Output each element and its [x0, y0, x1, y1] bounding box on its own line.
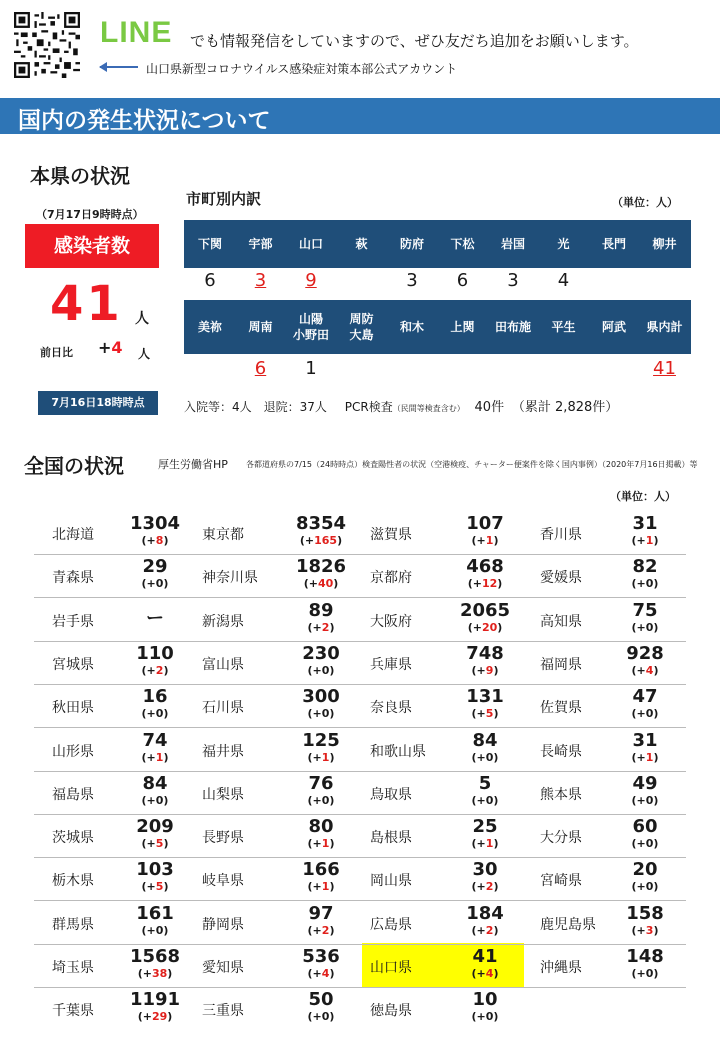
prefecture-count: 82 (+0) — [600, 557, 690, 591]
prefecture-name: 大阪府 — [370, 613, 412, 630]
prefecture-diff: (+2) — [141, 663, 169, 677]
prefecture-diff: (+20) — [467, 620, 503, 634]
prefecture-name: 岐阜県 — [202, 873, 244, 890]
prefecture-count: 748 (+9) — [440, 644, 530, 678]
prefecture-count: 31 (+1) — [600, 731, 690, 765]
pcr-note: （民間等検査含む） — [392, 404, 465, 413]
prefecture-count: 468 (+12) — [440, 557, 530, 591]
prefecture-name: 福岡県 — [540, 656, 582, 673]
prefecture-diff: (+2) — [471, 923, 499, 937]
prefecture-count: 158 (+3) — [600, 904, 690, 938]
prefecture-name: 福島県 — [52, 786, 94, 803]
city-name: 光 — [557, 237, 570, 251]
prefecture-count: 76 (+0) — [276, 774, 366, 808]
table-row — [34, 555, 686, 598]
prefecture-diff: (+0) — [141, 577, 169, 591]
prefecture-diff: (+1) — [471, 534, 499, 547]
national-heading: 全国の状況 — [24, 454, 124, 478]
pcr-value: 40件 — [474, 400, 505, 415]
city-name: 県内計 — [646, 320, 683, 334]
table-row — [34, 599, 686, 642]
line-message: でも情報発信をしていますので、ぜひ友だち追加をお願いします。 — [190, 32, 639, 50]
prefecture-count: 148 (+0) — [600, 947, 690, 981]
table-row — [34, 729, 686, 772]
prefecture-count: 25 (+1) — [440, 817, 530, 851]
prefecture-count: 49 (+0) — [600, 774, 690, 808]
prefecture-count: 536 (+4) — [276, 947, 366, 981]
prefecture-count: 161 (+0) — [110, 904, 200, 938]
prefecture-count: 84 (+0) — [440, 731, 530, 765]
prefecture-count: 300 (+0) — [276, 687, 366, 721]
line-qr-code[interactable] — [14, 12, 80, 78]
prefecture-name: 宮城県 — [52, 656, 94, 673]
table-row — [34, 858, 686, 901]
infected-label: 感染者数 — [25, 224, 159, 268]
city-count: 4 — [557, 270, 570, 291]
prefecture-count: 60 (+0) — [600, 817, 690, 851]
city-count: 3 — [507, 270, 519, 291]
prefecture-name: 秋田県 — [52, 700, 94, 717]
prefecture-heading: 本県の状況 — [30, 164, 130, 188]
prefecture-diff: (+9) — [471, 663, 499, 677]
prefecture-diff: (+1) — [471, 837, 499, 851]
pcr-label: PCR検査 — [344, 400, 393, 414]
prefecture-name: 新潟県 — [202, 613, 244, 630]
prefecture-name: 宮崎県 — [540, 873, 582, 890]
city-breakdown-heading: 市町別内訳 — [186, 190, 262, 208]
prefecture-count: 20 (+0) — [600, 860, 690, 894]
prefecture-diff: (+4) — [631, 663, 659, 677]
account-label: 山口県新型コロナウイルス感染症対策本部公式アカウント — [146, 62, 458, 76]
prefecture-count: 74 (+1) — [110, 731, 200, 765]
prefecture-name: 静岡県 — [202, 916, 244, 933]
prefecture-diff: (+165) — [299, 534, 343, 547]
table-row — [34, 902, 686, 945]
city-name: 周防 大島 — [349, 312, 374, 342]
city-unit-label: （単位：人） — [612, 196, 678, 209]
prefecture-count: 209 (+5) — [110, 817, 200, 851]
prefecture-count: 131 (+5) — [440, 687, 530, 721]
prefecture-diff: (+0) — [307, 663, 335, 677]
prefecture-count: 230 (+0) — [276, 644, 366, 678]
city-name: 和木 — [399, 320, 424, 334]
prefecture-diff: (+0) — [631, 707, 659, 721]
prefecture-diff: (+12) — [467, 577, 503, 591]
prefecture-diff: (+0) — [141, 707, 169, 721]
page-title: 国内の発生状況について — [18, 108, 271, 134]
prefecture-diff: (+2) — [307, 923, 335, 937]
prefecture-name: 京都府 — [370, 570, 412, 587]
prefecture-diff: (+0) — [471, 793, 499, 807]
prefecture-diff: (+0) — [631, 577, 659, 591]
prefecture-count: 8354 (+165) — [276, 514, 366, 548]
prefecture-count: 1826 (+40) — [276, 557, 366, 591]
prefecture-name: 山形県 — [52, 743, 94, 760]
prefecture-count: 125 (+1) — [276, 731, 366, 765]
prefecture-diff: (+5) — [141, 880, 169, 894]
prefecture-count: 16 (+0) — [110, 687, 200, 721]
pcr-total: （累計 2,828件） — [511, 400, 619, 415]
table-row — [34, 512, 686, 555]
as-of-time: （7月17日9時時点） — [36, 208, 144, 221]
arrow-left-icon — [100, 66, 138, 68]
prefecture-count: 166 (+1) — [276, 860, 366, 894]
prefecture-diff: (+0) — [631, 880, 659, 894]
prefecture-name: 佐賀県 — [540, 700, 582, 717]
infected-count: 41 — [50, 276, 123, 332]
prefecture-diff: (+1) — [631, 534, 659, 547]
prefecture-name: 石川県 — [202, 700, 244, 717]
table-row — [34, 772, 686, 815]
prefecture-diff: (+1) — [631, 750, 659, 764]
prefecture-count: 110 (+2) — [110, 644, 200, 678]
prefecture-name: 鳥取県 — [370, 786, 412, 803]
prefecture-count: 97 (+2) — [276, 904, 366, 938]
prefecture-diff: (+5) — [471, 707, 499, 721]
prefecture-name: 岩手県 — [52, 613, 94, 630]
prefecture-count: ー — [146, 607, 164, 629]
prefecture-name: 徳島県 — [370, 1003, 412, 1020]
prev-day-unit: 人 — [138, 347, 151, 361]
prefecture-name: 島根県 — [370, 830, 412, 847]
prefecture-count: 1568 (+38) — [110, 947, 200, 981]
city-name: 上関 — [450, 320, 475, 334]
prefecture-name: 兵庫県 — [370, 656, 412, 673]
city-name: 下松 — [450, 237, 475, 251]
prefecture-diff: (+8) — [141, 534, 169, 547]
prefecture-diff: (+1) — [307, 880, 335, 894]
national-note: 各都道府県の7/15（24時時点）検査陽性者の状況（空港検疫、チャーター便案件を除く国内事例）（2020年7月16日掲載）等 — [246, 460, 698, 469]
prefecture-diff: (+0) — [307, 707, 335, 721]
prefecture-count: 1304 (+8) — [110, 514, 200, 548]
prefecture-count: 80 (+1) — [276, 817, 366, 851]
city-name: 平生 — [551, 320, 576, 334]
prefecture-count: 31 (+1) — [600, 514, 690, 548]
prefecture-diff: (+0) — [307, 1010, 335, 1024]
table-row — [34, 988, 686, 1031]
prefecture-name: 高知県 — [540, 613, 582, 630]
prefecture-diff: (+2) — [307, 620, 335, 634]
prefecture-diff: (+0) — [471, 750, 499, 764]
national-unit-label: （単位：人） — [610, 490, 676, 503]
prefecture-name: 茨城県 — [52, 830, 94, 847]
stats-time-badge: 7月16日18時時点 — [38, 391, 158, 415]
city-count: 6 — [204, 270, 216, 291]
prefecture-diff: (+2) — [471, 880, 499, 894]
city-name: 阿武 — [601, 320, 626, 334]
prefecture-count: 50 (+0) — [276, 990, 366, 1024]
prefecture-diff: (+1) — [307, 837, 335, 851]
prefecture-name: 鹿児島県 — [540, 916, 596, 933]
prefecture-name: 三重県 — [202, 1003, 244, 1020]
city-name: 周南 — [248, 320, 273, 334]
prefecture-diff: (+5) — [141, 837, 169, 851]
prefecture-count: 29 (+0) — [110, 557, 200, 591]
city-count: 3 — [406, 270, 418, 291]
prefecture-name: 山口県 — [370, 960, 412, 976]
prefecture-diff: (+0) — [631, 620, 659, 634]
prefecture-name: 長崎県 — [540, 743, 582, 760]
prefecture-name: 福井県 — [202, 743, 244, 760]
prefecture-count: 30 (+2) — [440, 860, 530, 894]
prefecture-name: 広島県 — [370, 916, 412, 933]
city-name: 山陽 小野田 — [292, 312, 329, 342]
prefecture-diff: (+4) — [471, 967, 499, 980]
prefecture-name: 岡山県 — [370, 873, 412, 890]
city-name: 柳井 — [652, 237, 677, 251]
prefecture-diff: (+0) — [631, 837, 659, 851]
prefecture-diff: (+0) — [471, 1010, 499, 1024]
prefecture-name: 山梨県 — [202, 786, 244, 803]
prefecture-count: 103 (+5) — [110, 860, 200, 894]
prefecture-diff: (+0) — [141, 793, 169, 807]
prefecture-count: 41 (+4) — [440, 947, 530, 981]
city-name: 長門 — [601, 237, 626, 251]
prev-day-value: +4 — [98, 338, 123, 357]
prefecture-name: 埼玉県 — [52, 960, 94, 976]
prefecture-name: 愛媛県 — [540, 570, 582, 587]
prefecture-name: 北海道 — [52, 527, 94, 543]
prefecture-name: 千葉県 — [52, 1003, 94, 1020]
prefecture-count: 84 (+0) — [110, 774, 200, 808]
prefecture-diff: (+0) — [141, 923, 169, 937]
line-logo[interactable]: LINE — [100, 16, 173, 49]
city-name: 岩国 — [500, 237, 525, 251]
prefecture-name: 和歌山県 — [370, 743, 426, 760]
prefecture-name: 神奈川県 — [202, 570, 258, 587]
prefecture-name: 熊本県 — [540, 786, 582, 803]
prefecture-diff: (+38) — [137, 967, 173, 980]
prefecture-diff: (+1) — [141, 750, 169, 764]
city-count: 6 — [254, 358, 267, 379]
prefecture-count: 184 (+2) — [440, 904, 530, 938]
prefecture-name: 青森県 — [52, 570, 94, 587]
prefecture-name: 大分県 — [540, 830, 582, 847]
prefecture-count: 107 (+1) — [440, 514, 530, 548]
city-count: 3 — [254, 270, 267, 291]
prefecture-count: 75 (+0) — [600, 601, 690, 635]
hospital-text: 入院等：4人 退院：37人 — [184, 400, 327, 414]
prefecture-name: 奈良県 — [370, 700, 412, 717]
prefecture-name: 群馬県 — [52, 916, 94, 933]
prefecture-count: 2065 (+20) — [440, 601, 530, 635]
city-count: 6 — [456, 270, 469, 291]
prefecture-diff: (+3) — [631, 923, 659, 937]
city-name: 防府 — [399, 237, 424, 251]
national-source: 厚生労働省HP — [158, 458, 228, 471]
hospital-stats — [184, 396, 618, 415]
prefecture-name: 富山県 — [202, 656, 244, 673]
prefecture-name: 沖縄県 — [540, 960, 582, 976]
city-count: 9 — [305, 270, 317, 291]
city-count: 41 — [653, 358, 676, 379]
prefecture-diff: (+29) — [137, 1010, 173, 1024]
prefecture-diff: (+4) — [307, 967, 335, 980]
prefecture-name: 香川県 — [540, 527, 582, 543]
city-name: 美祢 — [197, 320, 222, 334]
prefecture-count: 89 (+2) — [276, 601, 366, 635]
prefecture-diff: (+1) — [307, 750, 335, 764]
prefecture-count: 10 (+0) — [440, 990, 530, 1024]
prefecture-name: 滋賀県 — [370, 527, 412, 543]
table-row — [34, 815, 686, 858]
prefecture-count: 5 (+0) — [440, 774, 530, 808]
prefecture-diff: (+0) — [631, 967, 659, 980]
table-row — [34, 685, 686, 728]
count-unit: 人 — [135, 311, 149, 327]
city-name: 山口 — [298, 237, 323, 251]
table-row — [34, 642, 686, 685]
city-name: 下関 — [197, 237, 222, 251]
prefecture-name: 愛知県 — [202, 960, 244, 976]
prefecture-count: 1191 (+29) — [110, 990, 200, 1024]
prefecture-diff: (+0) — [631, 793, 659, 807]
prefecture-count: 47 (+0) — [600, 687, 690, 721]
city-name: 田布施 — [494, 320, 531, 334]
prefecture-diff: (+0) — [307, 793, 335, 807]
prefecture-name: 東京都 — [202, 527, 244, 543]
prefecture-count: 928 (+4) — [600, 644, 690, 678]
city-name: 萩 — [355, 237, 368, 251]
prefecture-name: 長野県 — [202, 830, 244, 847]
prefecture-diff: (+40) — [303, 577, 339, 591]
city-name: 宇部 — [248, 237, 273, 251]
prefecture-name: 栃木県 — [52, 873, 94, 890]
city-count: 1 — [305, 358, 317, 379]
prev-day-label: 前日比 — [40, 346, 73, 359]
table-row — [34, 945, 686, 988]
